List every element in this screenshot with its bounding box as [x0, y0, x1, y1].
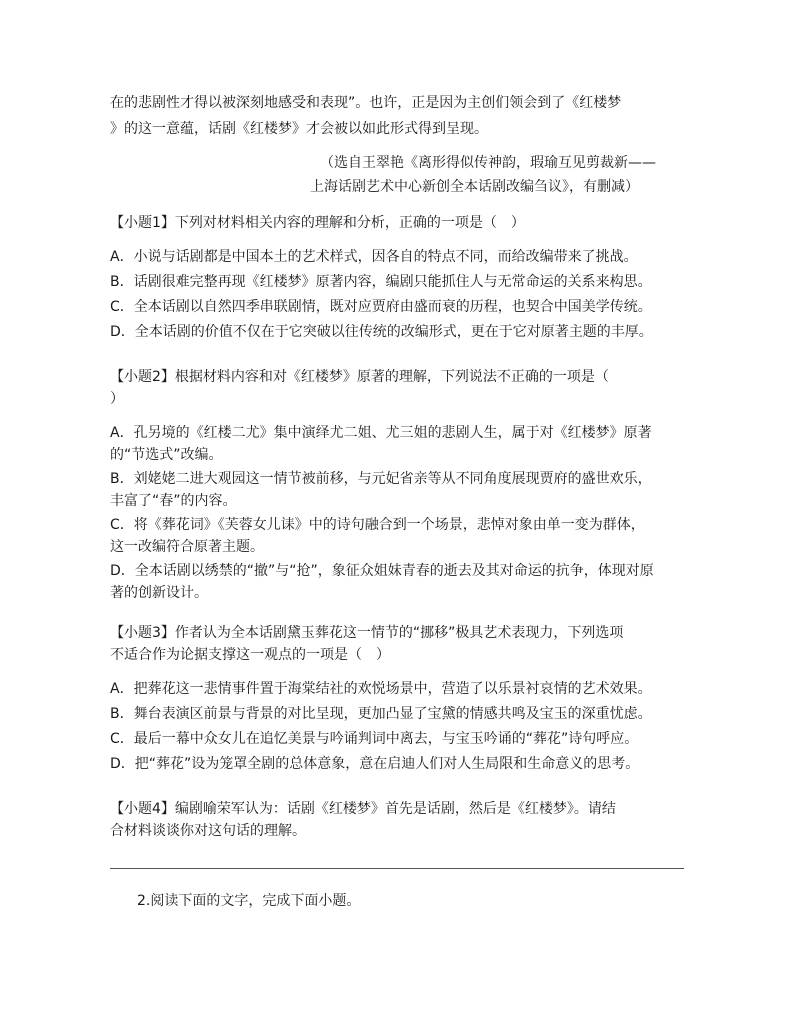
option-d: D．全本话剧以绣禁的“撤”与“抢”，象征众姐妹青春的逝去及其对命运的抗争，体现对原: [110, 563, 654, 579]
option-c-cont: 这一改编符合原著主题。: [110, 539, 264, 555]
exercise-2-heading: 2.阅读下面的文字，完成下面小题。: [137, 893, 361, 909]
option-a: A．把葬花这一悲情事件置于海棠结社的欢悦场景中，营造了以乐景衬哀情的艺术效果。: [110, 681, 652, 697]
intro-line: 》的这一意蕴，话剧《红楼梦》才会被以如此形式得到呈现。: [110, 121, 488, 137]
question-3: [110, 622, 690, 775]
intro-line: 在的悲剧性才得以被深刻地感受和表现”。也许，正是因为主创们领会到了《红楼梦: [110, 95, 622, 111]
source-line: 上海话剧艺术中心新创全本话剧改编刍议》，有删减）: [310, 179, 639, 195]
option-b: B．舞台表演区前景与背景的对比呈现，更加凸显了宝黛的情感共鸣及宝玉的深重忧虑。: [110, 706, 652, 722]
question-stem: 【小题4】编剧喻荣军认为：话剧《红楼梦》首先是话剧，然后是《红楼梦》。请结: [110, 801, 616, 817]
section-divider: [110, 868, 684, 869]
option-a: A．小说与话剧都是中国本土的艺术样式，因各自的特点不同，而给改编带来了挑战。: [110, 249, 638, 265]
option-a: A．孔另境的《红楼二尤》集中演绎尤二姐、尤三姐的悲剧人生，属于对《红楼梦》原著: [110, 425, 652, 441]
question-stem-cont: ）: [110, 391, 124, 407]
option-b-cont: 丰富了“春”的内容。: [110, 493, 237, 509]
question-4: [110, 798, 690, 842]
option-c: C．将《葬花词》《芙蓉女儿诔》中的诗句融合到一个场景，悲悼对象由单一变为群体，: [110, 517, 645, 533]
option-b: B．话剧很难完整再现《红楼梦》原著内容，编剧只能抓住人与无常命运的关系来构思。: [110, 274, 652, 290]
question-2: [110, 366, 690, 604]
source-citation: [310, 152, 710, 198]
question-stem-cont: 不适合作为论据支撑这一观点的一项是（ ）: [110, 647, 390, 663]
question-stem: 【小题1】下列对材料相关内容的理解和分析，正确的一项是（ ）: [110, 215, 525, 231]
source-line: （选自王翠艳《离形得似传神韵，瑕瑜互见剪裁新——: [320, 155, 656, 171]
option-a-cont: 的“节选式”改编。: [110, 447, 223, 463]
option-d-cont: 著的创新设计。: [110, 585, 208, 601]
option-c: C．最后一幕中众女儿在追忆美景与吟诵判词中离去，与宝玉吟诵的“葬花”诗句呼应。: [110, 731, 639, 747]
option-d: D．全本话剧的价值不仅在于它突破以往传统的改编形式，更在于它对原著主题的丰厚。: [110, 324, 653, 340]
option-c: C．全本话剧以自然四季串联剧情，既对应贾府由盛而衰的历程，也契合中国美学传统。: [110, 299, 652, 315]
question-stem: 【小题2】根据材料内容和对《红楼梦》原著的理解，下列说法不正确的一项是（: [110, 369, 609, 385]
question-1: [110, 212, 690, 343]
intro-paragraph: [110, 92, 690, 140]
question-stem: 【小题3】作者认为全本话剧黛玉葬花这一情节的“挪移”极具艺术表现力，下列选项: [110, 625, 624, 641]
option-b: B．刘姥姥二进大观园这一情节被前移，与元妃省亲等从不同角度展现贾府的盛世欢乐，: [110, 471, 652, 487]
option-d: D．把“葬花”设为笼罩全剧的总体意象，意在启迪人们对人生局限和生命意义的思考。: [110, 756, 640, 772]
question-stem-cont: 合材料谈谈你对这句话的理解。: [110, 823, 306, 839]
